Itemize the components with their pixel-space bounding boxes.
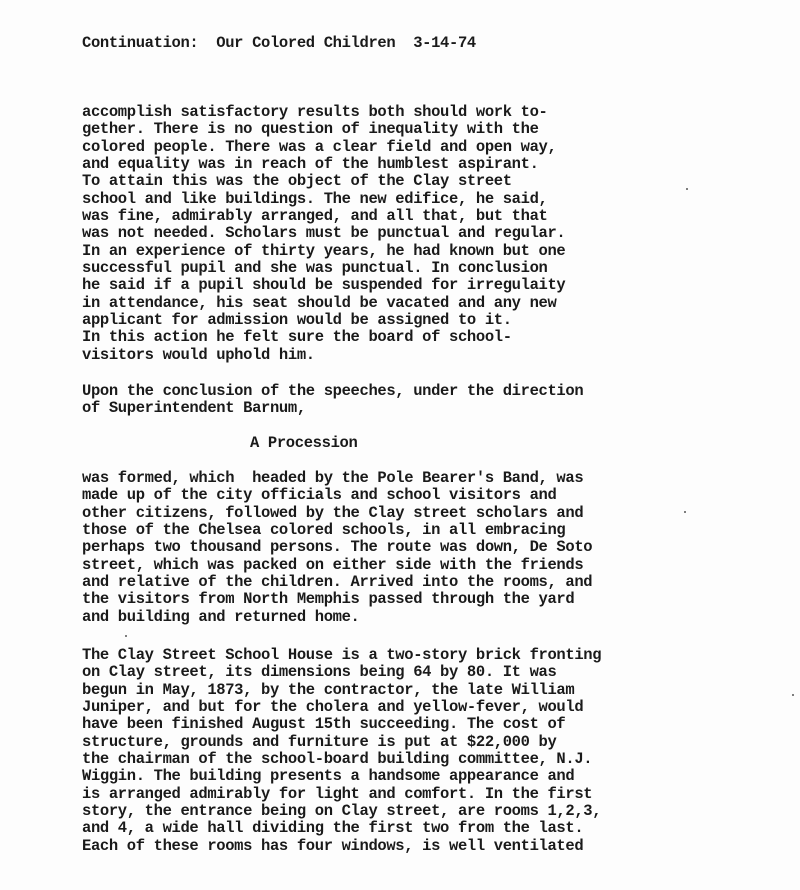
text-line: To attain this was the object of the Clay street [82,172,512,191]
text-line: visitors would uphold him. [82,345,315,364]
text-line: and equality was in reach of the humblest aspirant. [82,155,539,174]
text-line: applicant for admission would be assigned to it. [82,311,512,330]
paper-speck [686,188,688,190]
text-line: successful pupil and she was punctual. In conclusion [82,259,548,278]
text-line: those of the Chelsea colored schools, in all embracing [82,521,566,540]
paper-speck [125,635,127,637]
text-line: school and like buildings. The new edifice, he said, [82,189,548,208]
text-line: was formed, which headed by the Pole Bearer's Band, was [82,469,584,487]
page-header: Continuation: Our Colored Children 3-14-74 [82,34,476,52]
text-line: made up of the city officials and school visitors and [82,486,557,505]
text-line: was fine, admirably arranged, and all that, but that [82,207,548,226]
text-line: perhaps two thousand persons. The route was down, De Soto [82,538,593,557]
text-line: and relative of the children. Arrived into the rooms, and [82,573,593,592]
text-line: Each of these rooms has four windows, is well ventilated [82,836,584,855]
text-line: street, which was packed on either side with the friends [82,555,584,574]
text-line: Upon the conclusion of the speeches, under the direction [82,382,584,400]
text-line: Wiggin. The building presents a handsome appearance and [82,767,575,786]
text-line: on Clay street, its dimensions being 64 by 80. It was [82,663,557,682]
text-line: accomplish satisfactory results both should work to- [82,103,548,121]
text-line: have been finished August 15th succeeding. The cost of [82,715,566,734]
text-line: and 4, a wide hall dividing the first two from the last. [82,819,584,838]
text-line: In this action he felt sure the board of school- [82,328,512,347]
paragraph-upon-conclusion [82,383,583,418]
text-line: he said if a pupil should be suspended for irregulaity [82,276,566,295]
text-line: story, the entrance being on Clay street, are rooms 1,2,3, [82,802,602,821]
section-heading-procession: A Procession [250,434,358,452]
paragraph-procession [82,470,592,626]
paper-speck [684,511,686,513]
text-line: was not needed. Scholars must be punctual and regular. [82,224,566,243]
text-line: in attendance, his seat should be vacated and any new [82,293,557,312]
paragraph-speech-conclusion [82,104,565,364]
text-line: Juniper, and but for the cholera and yellow-fever, would [82,698,584,717]
text-line: The Clay Street School House is a two-story brick fronting [82,646,602,664]
text-line: of Superintendent Barnum, [82,399,306,418]
text-line: In an experience of thirty years, he had known but one [82,241,566,260]
text-line: structure, grounds and furniture is put at $22,000 by [82,732,557,751]
paper-speck [792,694,794,696]
text-line: the visitors from North Memphis passed through the yard [82,590,575,609]
text-line: is arranged admirably for light and comfort. In the first [82,784,593,803]
paragraph-school-house [82,647,601,855]
text-line: colored people. There was a clear field and open way, [82,137,557,156]
text-line: begun in May, 1873, by the contractor, the late William [82,680,575,699]
text-line: other citizens, followed by the Clay street scholars and [82,503,584,522]
text-line: gether. There is no question of inequality with the [82,120,539,139]
text-line: and building and returned home. [82,607,360,626]
text-line: the chairman of the school-board building committee, N.J. [82,750,593,769]
